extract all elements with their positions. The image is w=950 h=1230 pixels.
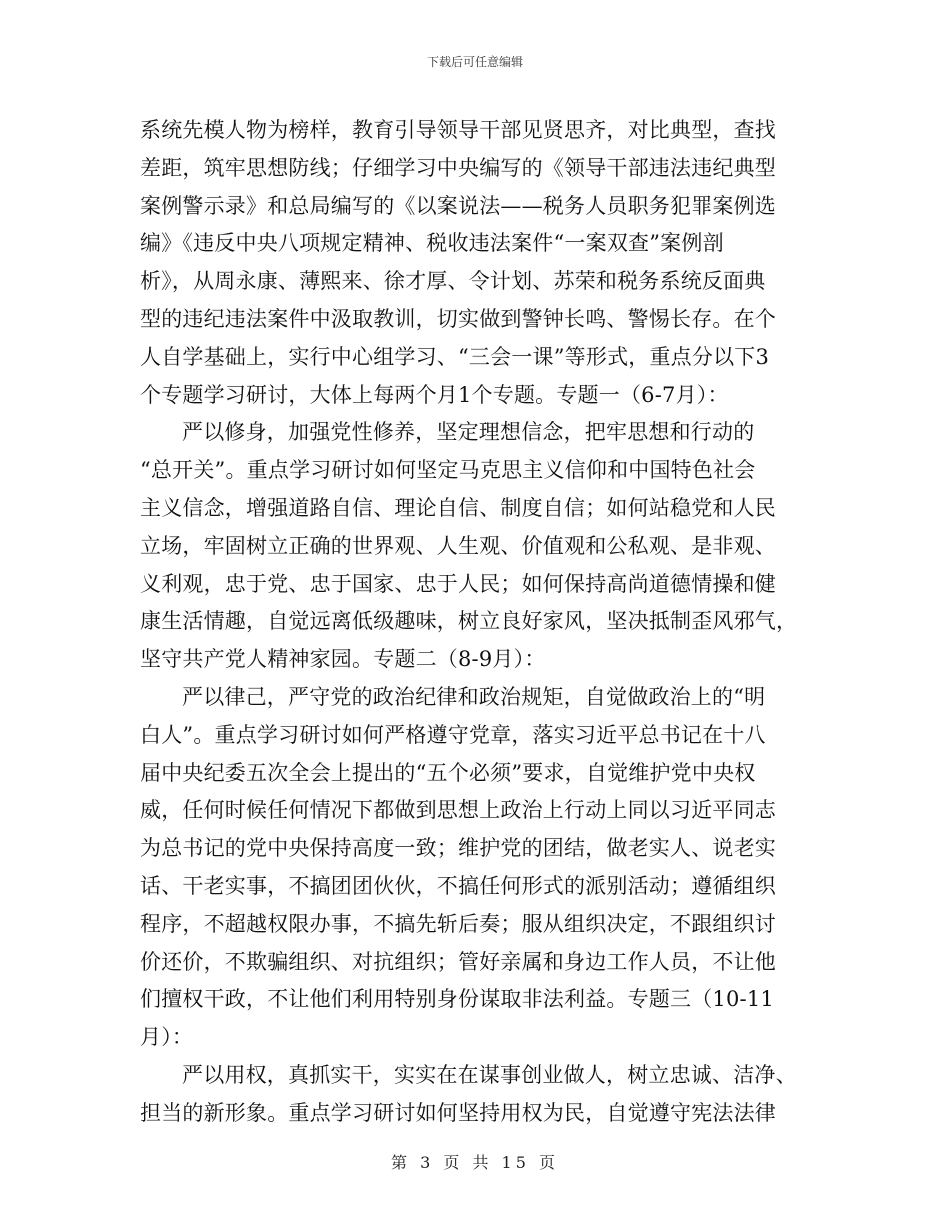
text-line-20: 为总书记的党中央保持高度一致；维护党的团结，做老实人、说老实 — [140, 836, 776, 861]
text-line-22: 程序，不超越权限办事，不搞先斩后奏；服从组织决定，不跟组织讨 — [140, 911, 776, 936]
text-line-27: 担当的新形象。重点学习研讨如何坚持用权为民，自觉遵守宪法法律 — [140, 1100, 776, 1125]
text-line-4: 编》《违反中央八项规定精神、税收违法案件“一案双查”案例剖 — [140, 231, 724, 256]
document-body — [140, 112, 812, 1133]
text-line-13: 义利观，忠于党、忠于国家、忠于人民；如何保持高尚道德情操和健 — [140, 571, 776, 596]
text-line-10: “总开关”。重点学习研讨如何坚定马克思主义信仰和中国特色社会 — [140, 458, 756, 483]
text-line-2: 差距，筑牢思想防线；仔细学习中央编写的《领导干部违法违纪典型 — [140, 155, 776, 180]
paragraph-start-line-16: 严以律己，严守党的政治纪律和政治规矩，自觉做政治上的“明 — [182, 684, 766, 709]
text-line-14: 康生活情趣，自觉远离低级趣味，树立良好家风，坚决抵制歪风邪气， — [140, 609, 798, 634]
paragraph-start-line-9: 严以修身，加强党性修养，坚定理想信念，把牢思想和行动的 — [182, 420, 755, 445]
page-header: 下载后可任意编辑 — [426, 55, 523, 69]
text-line-8: 个专题学习研讨，大体上每两个月1个专题。专题一（6-7月）： — [140, 382, 729, 407]
text-line-1: 系统先模人物为榜样，教育引导领导干部见贤思齐，对比典型，查找 — [140, 118, 776, 142]
text-line-25: 月）： — [140, 1025, 194, 1050]
text-line-17: 白人”。重点学习研讨如何严格遵守党章，落实习近平总书记在十八 — [140, 722, 766, 747]
text-line-15: 坚守共产党人精神家园。专题二（8-9月）： — [140, 647, 546, 672]
page-footer: 第 3 页 共 15 页 — [391, 1153, 559, 1172]
paragraph-start-line-26: 严以用权，真抓实干，实实在在谋事创业做人，树立忠诚、洁净、 — [182, 1062, 797, 1087]
text-line-3: 案例警示录》和总局编写的《以案说法——税务人员职务犯罪案例选 — [140, 193, 776, 218]
text-line-19: 威，任何时候任何情况下都做到思想上政治上行动上同以习近平同志 — [140, 798, 776, 823]
text-line-18: 届中央纪委五次全会上提出的“五个必须”要求，自觉维护党中央权 — [140, 760, 756, 785]
text-line-24: 们擅权干政，不让他们利用特别身份谋取非法利益。专题三（10-11 — [140, 987, 774, 1012]
text-line-21: 话、干老实事，不搞团团伙伙，不搞任何形式的派别活动；遵循组织 — [140, 873, 776, 898]
text-line-11: 主义信念，增强道路自信、理论自信、制度自信；如何站稳党和人民 — [140, 495, 776, 520]
text-line-6: 型的违纪违法案件中汲取教训，切实做到警钟长鸣、警惕长存。在个 — [140, 306, 776, 331]
text-line-23: 价还价，不欺骗组织、对抗组织；管好亲属和身边工作人员，不让他 — [140, 949, 776, 974]
text-line-7: 人自学基础上，实行中心组学习、“三会一课”等形式，重点分以下3 — [140, 344, 770, 369]
text-line-5: 析》，从周永康、薄熙来、徐才厚、令计划、苏荣和税务系统反面典 — [140, 269, 766, 294]
text-line-12: 立场，牢固树立正确的世界观、人生观、价值观和公私观、是非观、 — [140, 533, 776, 558]
